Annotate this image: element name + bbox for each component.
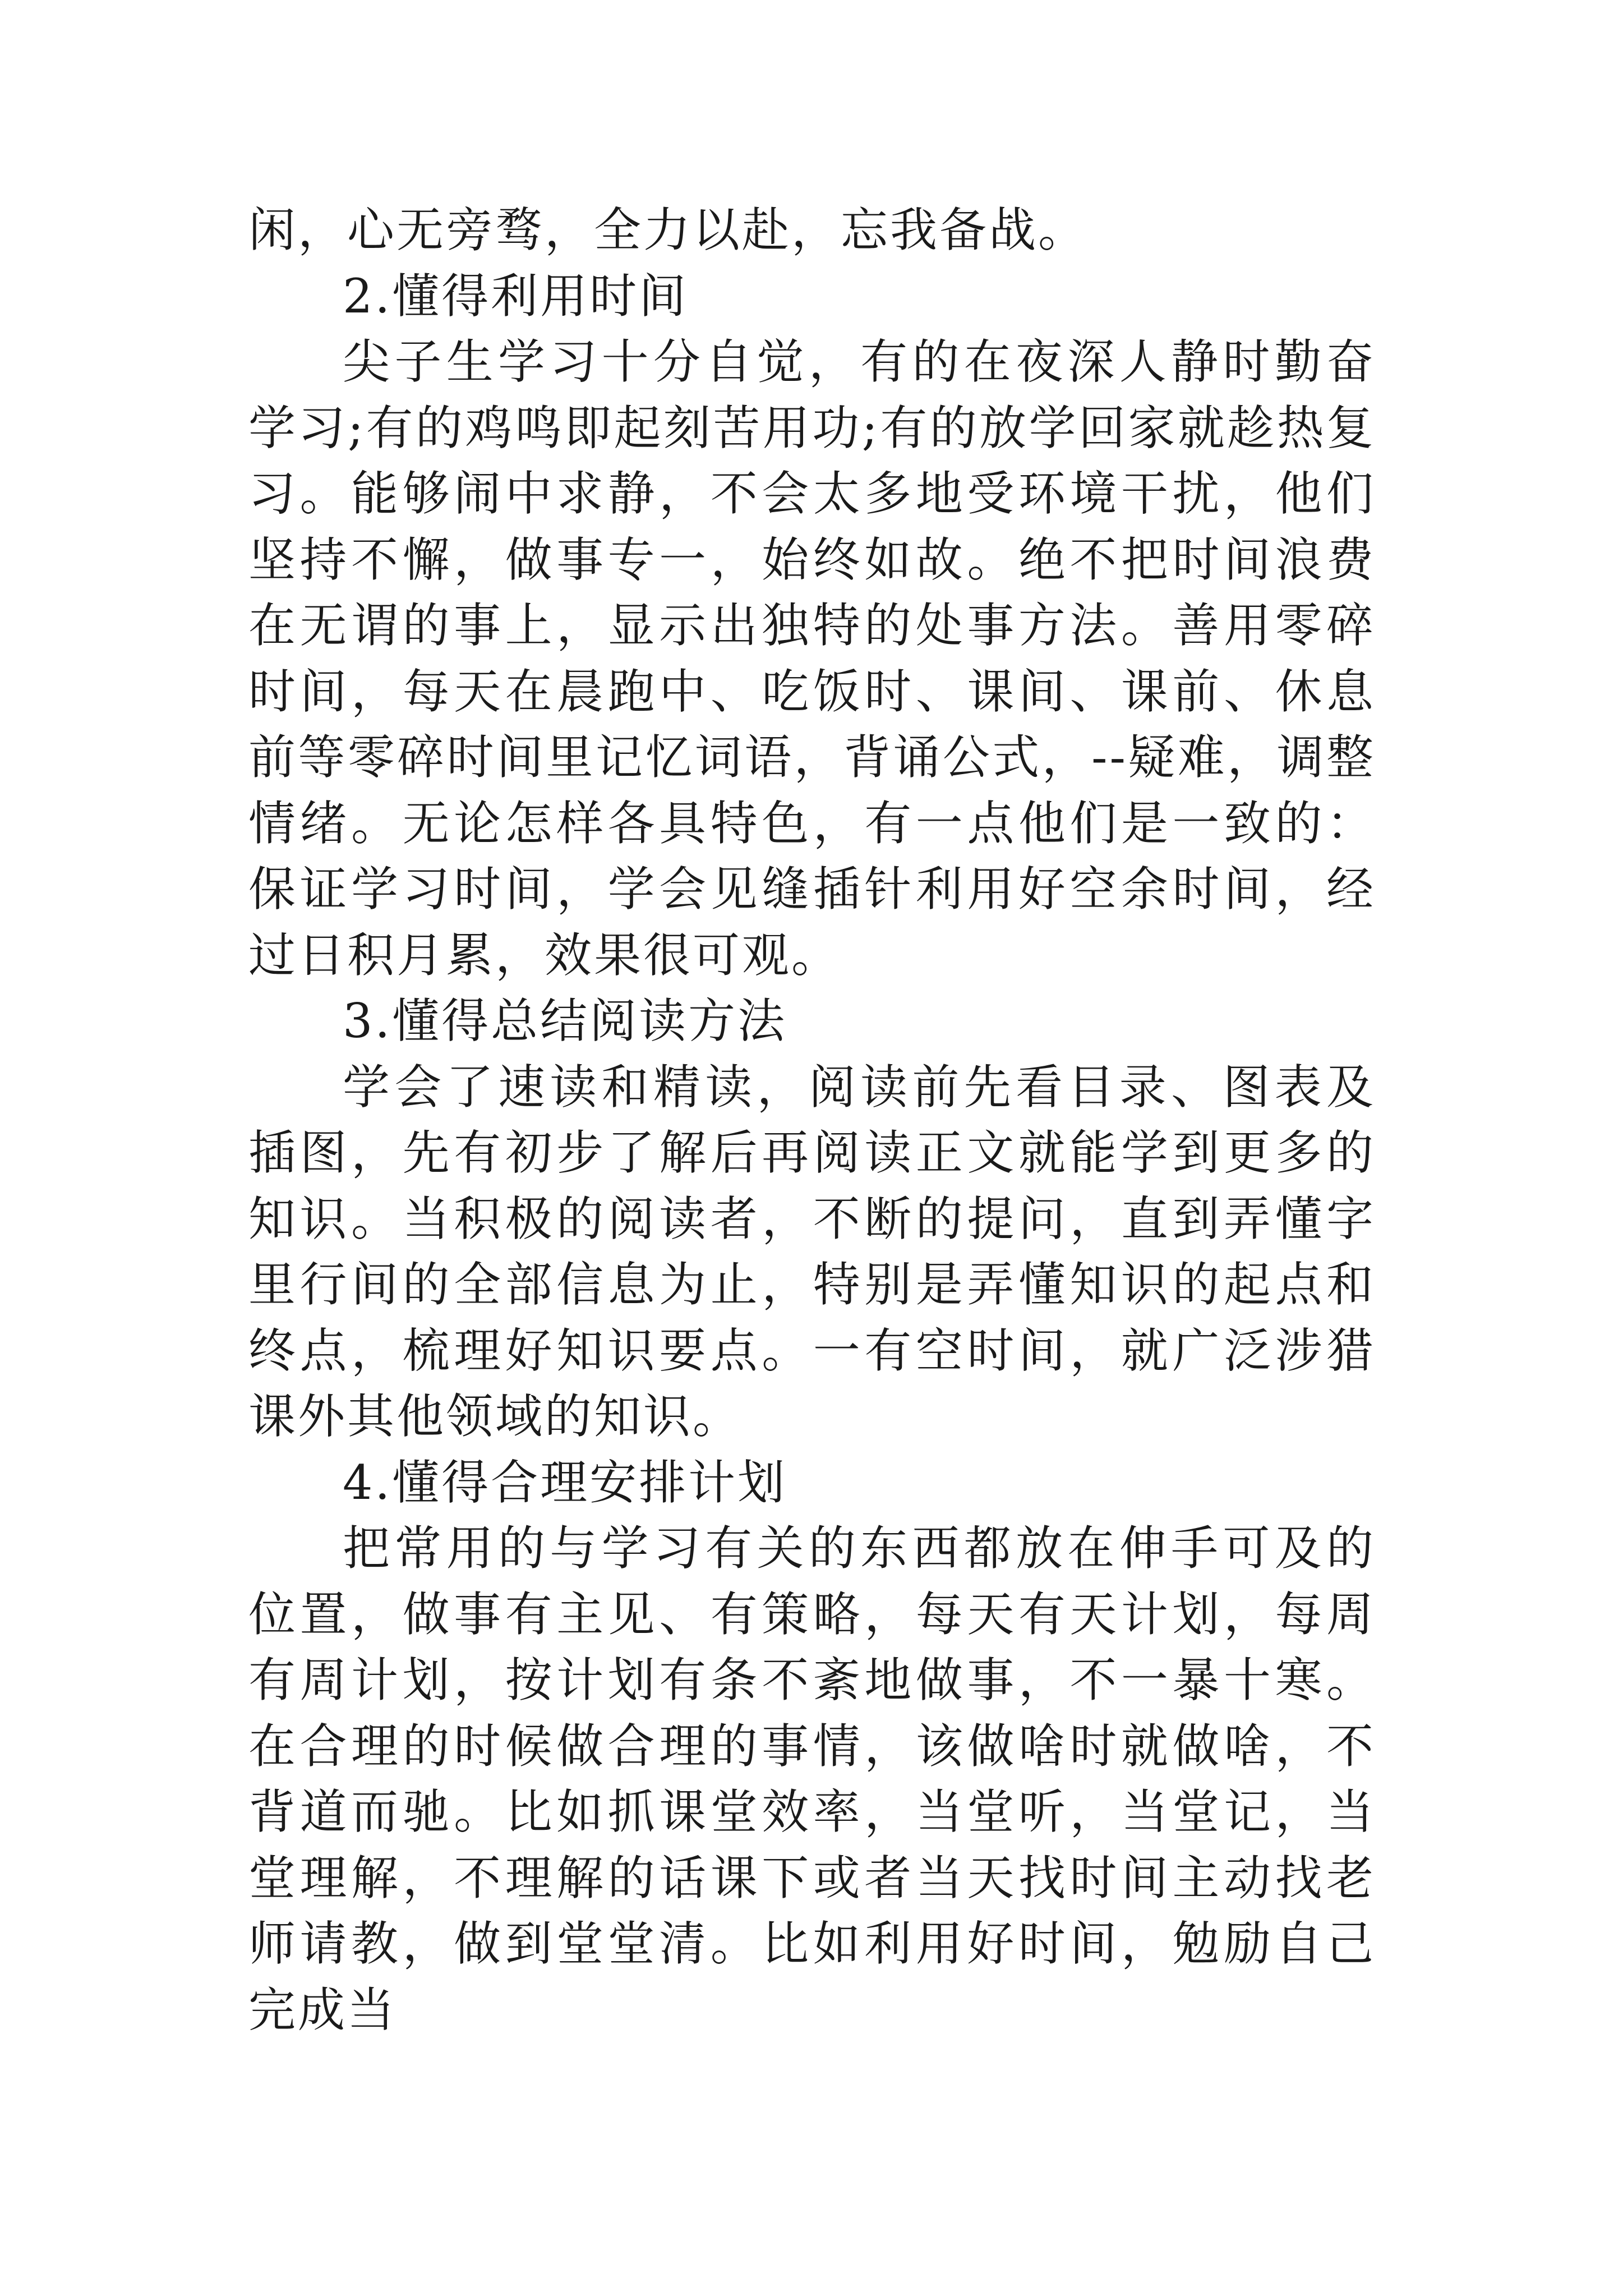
section-heading-2: 2.懂得利用时间: [343, 268, 689, 324]
paragraph-continuation: 闲，心无旁骛，全力以赴，忘我备战。: [248, 203, 1088, 257]
document-body: [248, 197, 1376, 2043]
paragraph-planning: 把常用的与学习有关的东西都放在伸手可及的位置，做事有主见、有策略，每天有天计划，每周有周计划，按计划有条不紊地做事，不一暴十寒。在合理的时候做合理的事情，该做啥时就做啥，不背道而驰。比如抓课堂效率，当堂听，当堂记，当堂理解，不理解的话课下或者当天找时间主动找老师请教，做到堂堂清。比如利用好时间，勉励自己完成当: [248, 1521, 1376, 2037]
paragraph-reading-methods: 学会了速读和精读，阅读前先看目录、图表及插图，先有初步了解后再阅读正文就能学到更多的知识。当积极的阅读者，不断的提问，直到弄懂字里行间的全部信息为止，特别是弄懂知识的起点和终点，梳理好知识要点。一有空时间，就广泛涉猎课外其他领域的知识。: [248, 1059, 1376, 1444]
paragraph-time-usage: 尖子生学习十分自觉，有的在夜深人静时勤奋学习;有的鸡鸣即起刻苦用功;有的放学回家就趁热复习。能够闹中求静，不会太多地受环境干扰，他们坚持不懈，做事专一，始终如故。绝不把时间浪费在无谓的事上，显示出独特的处事方法。善用零碎时间，每天在晨跑中、吃饭时、课间、课前、休息前等零碎时间里记忆词语，背诵公式，--疑难，调整情绪。无论怎样各具特色，有一点他们是一致的：保证学习时间，学会见缝插针利用好空余时间，经过日积月累，效果很可观。: [248, 334, 1376, 983]
section-heading-3: 3.懂得总结阅读方法: [343, 993, 787, 1048]
section-heading-4: 4.懂得合理安排计划: [343, 1455, 787, 1510]
